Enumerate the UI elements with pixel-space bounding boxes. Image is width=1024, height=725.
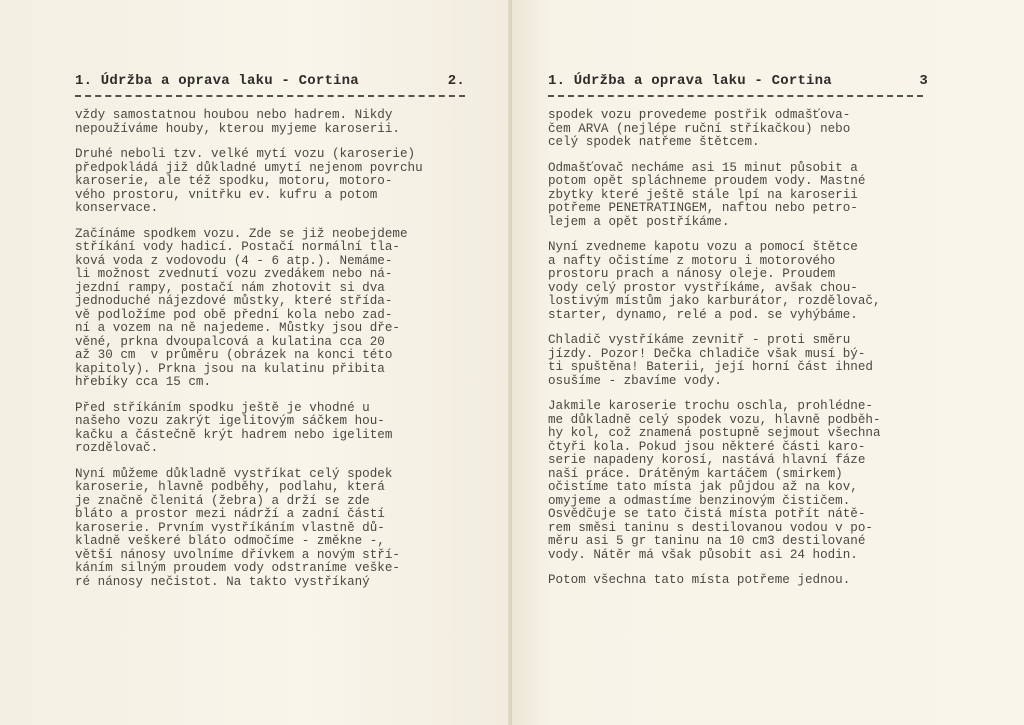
text-line: starter, dynamo, relé a pod. se vyhýbáme. <box>548 307 858 322</box>
text-line: čtyři kola. Pokud jsou některé části karo- <box>548 439 866 454</box>
text-line: osušíme - zbavíme vody. <box>548 373 722 388</box>
text-line: ková voda z vodovodu (4 - 6 atp.). Nemáme- <box>75 253 393 268</box>
text-line: serie napadeny korosí, nastává hlavní fáze <box>548 453 866 467</box>
text-line: potřeme PENETRATINGEM, naftou nebo petro- <box>548 201 858 215</box>
paragraph <box>548 162 968 230</box>
left-page-number: 2. <box>447 73 465 89</box>
text-line: Nyní můžeme důkladně vystříkat celý spodek <box>75 466 393 481</box>
text-line: Před stříkáním spodku ještě je vhodné u <box>75 400 370 415</box>
text-line: větší nánosy uvolníme dřívkem a novým stří- <box>75 547 400 562</box>
paragraph <box>75 468 495 590</box>
text-line: rem směsi taninu s destilovanou vodou v po- <box>548 520 873 535</box>
text-line: věné, prkna dvoupalcová a kulatina cca 20 <box>75 334 385 349</box>
text-line: až 30 cm v průměru (obrázek na konci této <box>75 348 393 362</box>
text-line: Odmašťovač necháme asi 15 minut působit a <box>548 160 858 175</box>
text-line: kačku a částečně krýt hadrem nebo igelitem <box>75 427 393 442</box>
text-line: me důkladně celý spodek vozu, hlavně podběh- <box>548 412 881 427</box>
paragraph <box>75 228 495 390</box>
text-line: Nyní zvedneme kapotu vozu a pomocí štětce <box>548 240 858 254</box>
right-page <box>512 0 1024 725</box>
right-header-rule <box>548 95 923 97</box>
text-line: omyjeme a odmastíme benzinovým čističem. <box>548 493 851 508</box>
text-line: naší práce. Drátěným kartáčem (smirkem) <box>548 466 843 481</box>
text-line: rozdělovač. <box>75 441 159 455</box>
text-line: konservace. <box>75 201 159 215</box>
text-line: vého prostoru, vnitřku ev. kufru a potom <box>75 187 378 202</box>
text-line: měru asi 5 gr taninu na 10 cm3 destilované <box>548 534 866 548</box>
right-page-number: 3 <box>919 73 928 89</box>
text-line: stříkání vody hadicí. Postačí normální tla- <box>75 240 400 254</box>
paragraph <box>548 574 968 588</box>
text-line: karoserie, hlavně podběhy, podlahu, která <box>75 480 385 494</box>
text-line: jezdní rampy, postačí nám zhotovit si dva <box>75 280 385 295</box>
text-line: je značně členitá (žebra) a drží se zde <box>75 493 370 508</box>
text-line: bláto a prostor mezi nádrží a zadní částí <box>75 507 385 521</box>
text-line: ré nánosy nečistot. Na takto vystříkaný <box>75 574 370 589</box>
text-line: vody. Nátěr má však působit asi 24 hodin. <box>548 547 858 562</box>
left-header-rule <box>75 95 465 97</box>
left-page-title: 1. Údržba a oprava laku - Cortina <box>75 73 359 89</box>
text-line: káním silným proudem vody odstraníme veške- <box>75 561 400 575</box>
text-line: nepoužíváme houby, kterou myjeme karoserii. <box>75 121 400 136</box>
text-line: lejem a opět postříkáme. <box>548 214 730 229</box>
left-page-body <box>75 109 495 601</box>
paragraph <box>75 109 495 136</box>
text-line: karoserie. Prvním vystříkáním vlastně dů- <box>75 520 385 535</box>
text-line: karoserie, ale též spodku, motoru, motoro- <box>75 174 393 188</box>
text-line: potom opět spláchneme proudem vody. Mastné <box>548 174 866 188</box>
paragraph <box>548 241 968 322</box>
text-line: li možnost zvednutí vozu zvedákem nebo ná- <box>75 267 393 281</box>
text-line: spodek vozu provedeme postřik odmašťova- <box>548 108 851 122</box>
text-line: Potom všechna tato místa potřeme jednou. <box>548 573 851 587</box>
text-line: Chladič vystříkáme zevnitř - proti směru <box>548 333 851 347</box>
text-line: hy kol, což znamená postupně sejmout všechna <box>548 426 881 440</box>
text-line: celý spodek natřeme štětcem. <box>548 135 760 149</box>
text-line: lostivým místům jako karburátor, rozdělovač, <box>548 294 881 308</box>
text-line: zbytky které ještě stále lpí na karoserii <box>548 187 858 202</box>
text-line: Jakmile karoserie trochu oschla, prohlédne- <box>548 399 873 413</box>
paragraph <box>75 402 495 456</box>
text-line: Začínáme spodkem vozu. Zde se již neobejdeme <box>75 226 408 241</box>
text-line: a nafty očistíme z motoru i motorového <box>548 253 836 268</box>
paragraph <box>548 400 968 562</box>
text-line: vě podložíme pod obě přední kola nebo zad- <box>75 307 393 322</box>
text-line: vždy samostatnou houbou nebo hadrem. Nikdy <box>75 108 393 122</box>
right-page-title: 1. Údržba a oprava laku - Cortina <box>548 73 832 89</box>
text-line: očistíme tato místa jak půjdou až na kov, <box>548 480 858 494</box>
text-line: jednoduché nájezdové můstky, které střída- <box>75 294 393 308</box>
paragraph <box>548 109 968 150</box>
text-line: ti spuštěna! Baterii, její horní část ihned <box>548 360 873 374</box>
paragraph <box>548 334 968 388</box>
text-line: vody celý prostor vystříkáme, avšak chou- <box>548 280 858 295</box>
text-line: kladně veškeré bláto odmočíme - změkne -, <box>75 534 385 548</box>
text-line: Druhé neboli tzv. velké mytí vozu (karoserie) <box>75 147 416 161</box>
text-line: kapitoly). Prkna jsou na kulatinu přibita <box>75 361 385 376</box>
text-line: čem ARVA (nejlépe ruční stříkačkou) nebo <box>548 121 851 136</box>
text-line: hřebíky cca 15 cm. <box>75 375 212 389</box>
text-line: našeho vozu zakrýt igelitovým sáčkem hou- <box>75 414 385 428</box>
text-line: jízdy. Pozor! Dečka chladiče však musí bý- <box>548 346 866 361</box>
text-line: ní a vozem na ně najedeme. Můstky jsou dře- <box>75 321 400 335</box>
text-line: Osvědčuje se tato čistá místa potřít nátě- <box>548 507 866 521</box>
right-page-body <box>548 109 968 600</box>
paragraph <box>75 148 495 216</box>
text-line: prostoru prach a nánosy oleje. Proudem <box>548 267 836 281</box>
text-line: předpokládá již důkladné umytí nejenom povrchu <box>75 160 423 175</box>
